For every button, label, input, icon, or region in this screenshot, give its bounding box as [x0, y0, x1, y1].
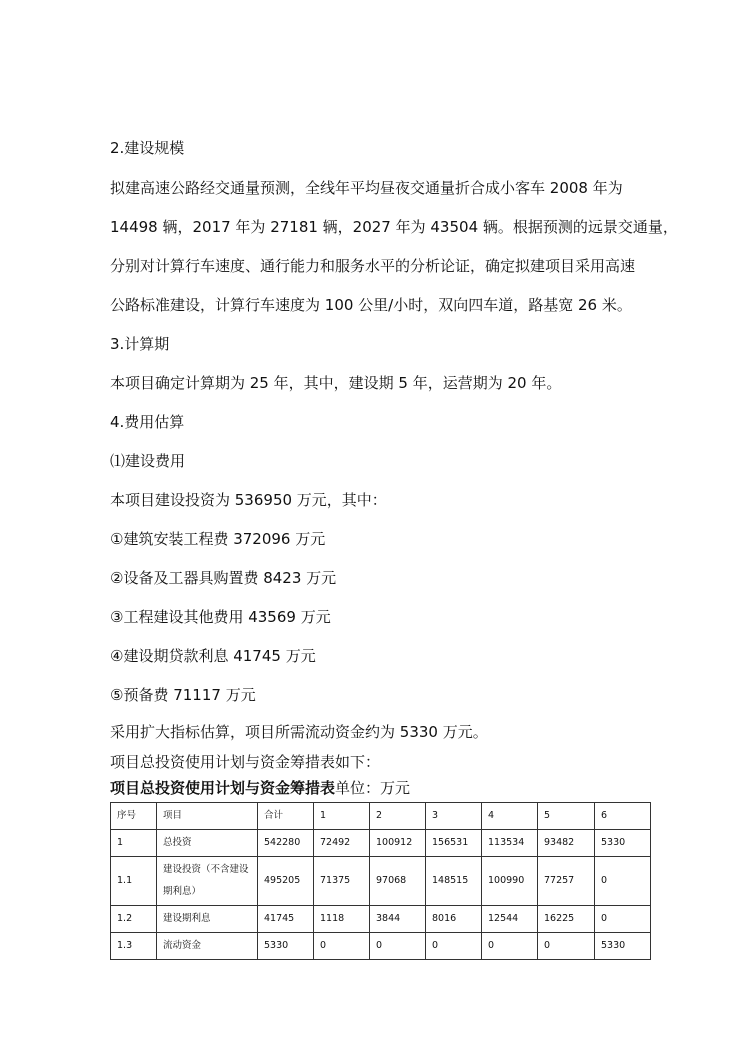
- table-cell: 100990: [482, 857, 538, 906]
- header-cell: 项目: [157, 803, 258, 830]
- heading-cost-estimate: 4.费用估算: [110, 413, 185, 431]
- table-cell: 3844: [370, 906, 426, 933]
- table-cell: 5330: [595, 933, 651, 960]
- header-cell: 5: [538, 803, 595, 830]
- table-cell: 1118: [314, 906, 370, 933]
- table-cell: 8016: [426, 906, 482, 933]
- table-cell: 建设投资（不含建设期利息）: [157, 857, 258, 906]
- header-cell: 1: [314, 803, 370, 830]
- table-cell: 93482: [538, 830, 595, 857]
- cost-item: ①建筑安装工程费 372096 万元: [110, 530, 326, 548]
- table-row: [111, 906, 651, 933]
- table-cell: 156531: [426, 830, 482, 857]
- paragraph-line: 本项目确定计算期为 25 年，其中，建设期 5 年，运营期为 20 年。: [110, 374, 562, 392]
- table-cell: 97068: [370, 857, 426, 906]
- table-cell: 流动资金: [157, 933, 258, 960]
- table-cell: 41745: [258, 906, 314, 933]
- paragraph-line: 采用扩大指标估算，项目所需流动资金约为 5330 万元。: [110, 723, 488, 741]
- heading-construction-scale: 2.建设规模: [110, 139, 185, 157]
- heading-calculation-period: 3.计算期: [110, 335, 170, 353]
- header-cell: 合计: [258, 803, 314, 830]
- table-title-unit: 单位：万元: [335, 779, 411, 797]
- table-cell: 495205: [258, 857, 314, 906]
- table-header-row: [111, 803, 651, 830]
- paragraph-line: 拟建高速公路经交通量预测，全线年平均昼夜交通量折合成小客车 2008 年为: [110, 179, 623, 197]
- table-cell: 0: [314, 933, 370, 960]
- table-cell: 71375: [314, 857, 370, 906]
- header-cell: 4: [482, 803, 538, 830]
- table-cell: 5330: [258, 933, 314, 960]
- table-row: [111, 933, 651, 960]
- table-cell: 1: [111, 830, 157, 857]
- paragraph-line: 本项目建设投资为 536950 万元，其中：: [110, 491, 387, 509]
- header-cell: 3: [426, 803, 482, 830]
- table-cell: 542280: [258, 830, 314, 857]
- cost-item: ⑤预备费 71117 万元: [110, 686, 256, 704]
- table-cell: 1.2: [111, 906, 157, 933]
- subheading-construction-cost: ⑴建设费用: [110, 452, 186, 470]
- table-title-main: 项目总投资使用计划与资金筹措表: [110, 779, 336, 797]
- table-cell: 16225: [538, 906, 595, 933]
- table-cell: 100912: [370, 830, 426, 857]
- header-cell: 序号: [111, 803, 157, 830]
- cost-item: ②设备及工器具购置费 8423 万元: [110, 569, 337, 587]
- table-cell: 72492: [314, 830, 370, 857]
- table-row: [111, 830, 651, 857]
- table-cell: 建设期利息: [157, 906, 258, 933]
- table-cell: 0: [595, 906, 651, 933]
- header-cell: 6: [595, 803, 651, 830]
- table-cell: 77257: [538, 857, 595, 906]
- paragraph-line: 14498 辆，2017 年为 27181 辆，2027 年为 43504 辆。根据预测的远景交通量，: [110, 218, 678, 236]
- investment-plan-table: [110, 802, 651, 960]
- paragraph-line: 公路标准建设，计算行车速度为 100 公里/小时，双向四车道，路基宽 26 米。: [110, 296, 632, 314]
- cost-item: ③工程建设其他费用 43569 万元: [110, 608, 331, 626]
- table-cell: 5330: [595, 830, 651, 857]
- paragraph-line: 项目总投资使用计划与资金筹措表如下：: [110, 753, 381, 771]
- table-cell: 0: [595, 857, 651, 906]
- table-cell: 0: [482, 933, 538, 960]
- table-cell: 148515: [426, 857, 482, 906]
- table-cell: 0: [426, 933, 482, 960]
- cost-item: ④建设期贷款利息 41745 万元: [110, 647, 316, 665]
- table-cell: 113534: [482, 830, 538, 857]
- table-title: [110, 777, 410, 798]
- table-cell: 1.1: [111, 857, 157, 906]
- table-cell: 总投资: [157, 830, 258, 857]
- table-cell: 0: [370, 933, 426, 960]
- header-cell: 2: [370, 803, 426, 830]
- table-cell: 0: [538, 933, 595, 960]
- table-row: [111, 857, 651, 906]
- paragraph-line: 分别对计算行车速度、通行能力和服务水平的分析论证，确定拟建项目采用高速: [110, 257, 636, 275]
- table-cell: 1.3: [111, 933, 157, 960]
- table-cell: 12544: [482, 906, 538, 933]
